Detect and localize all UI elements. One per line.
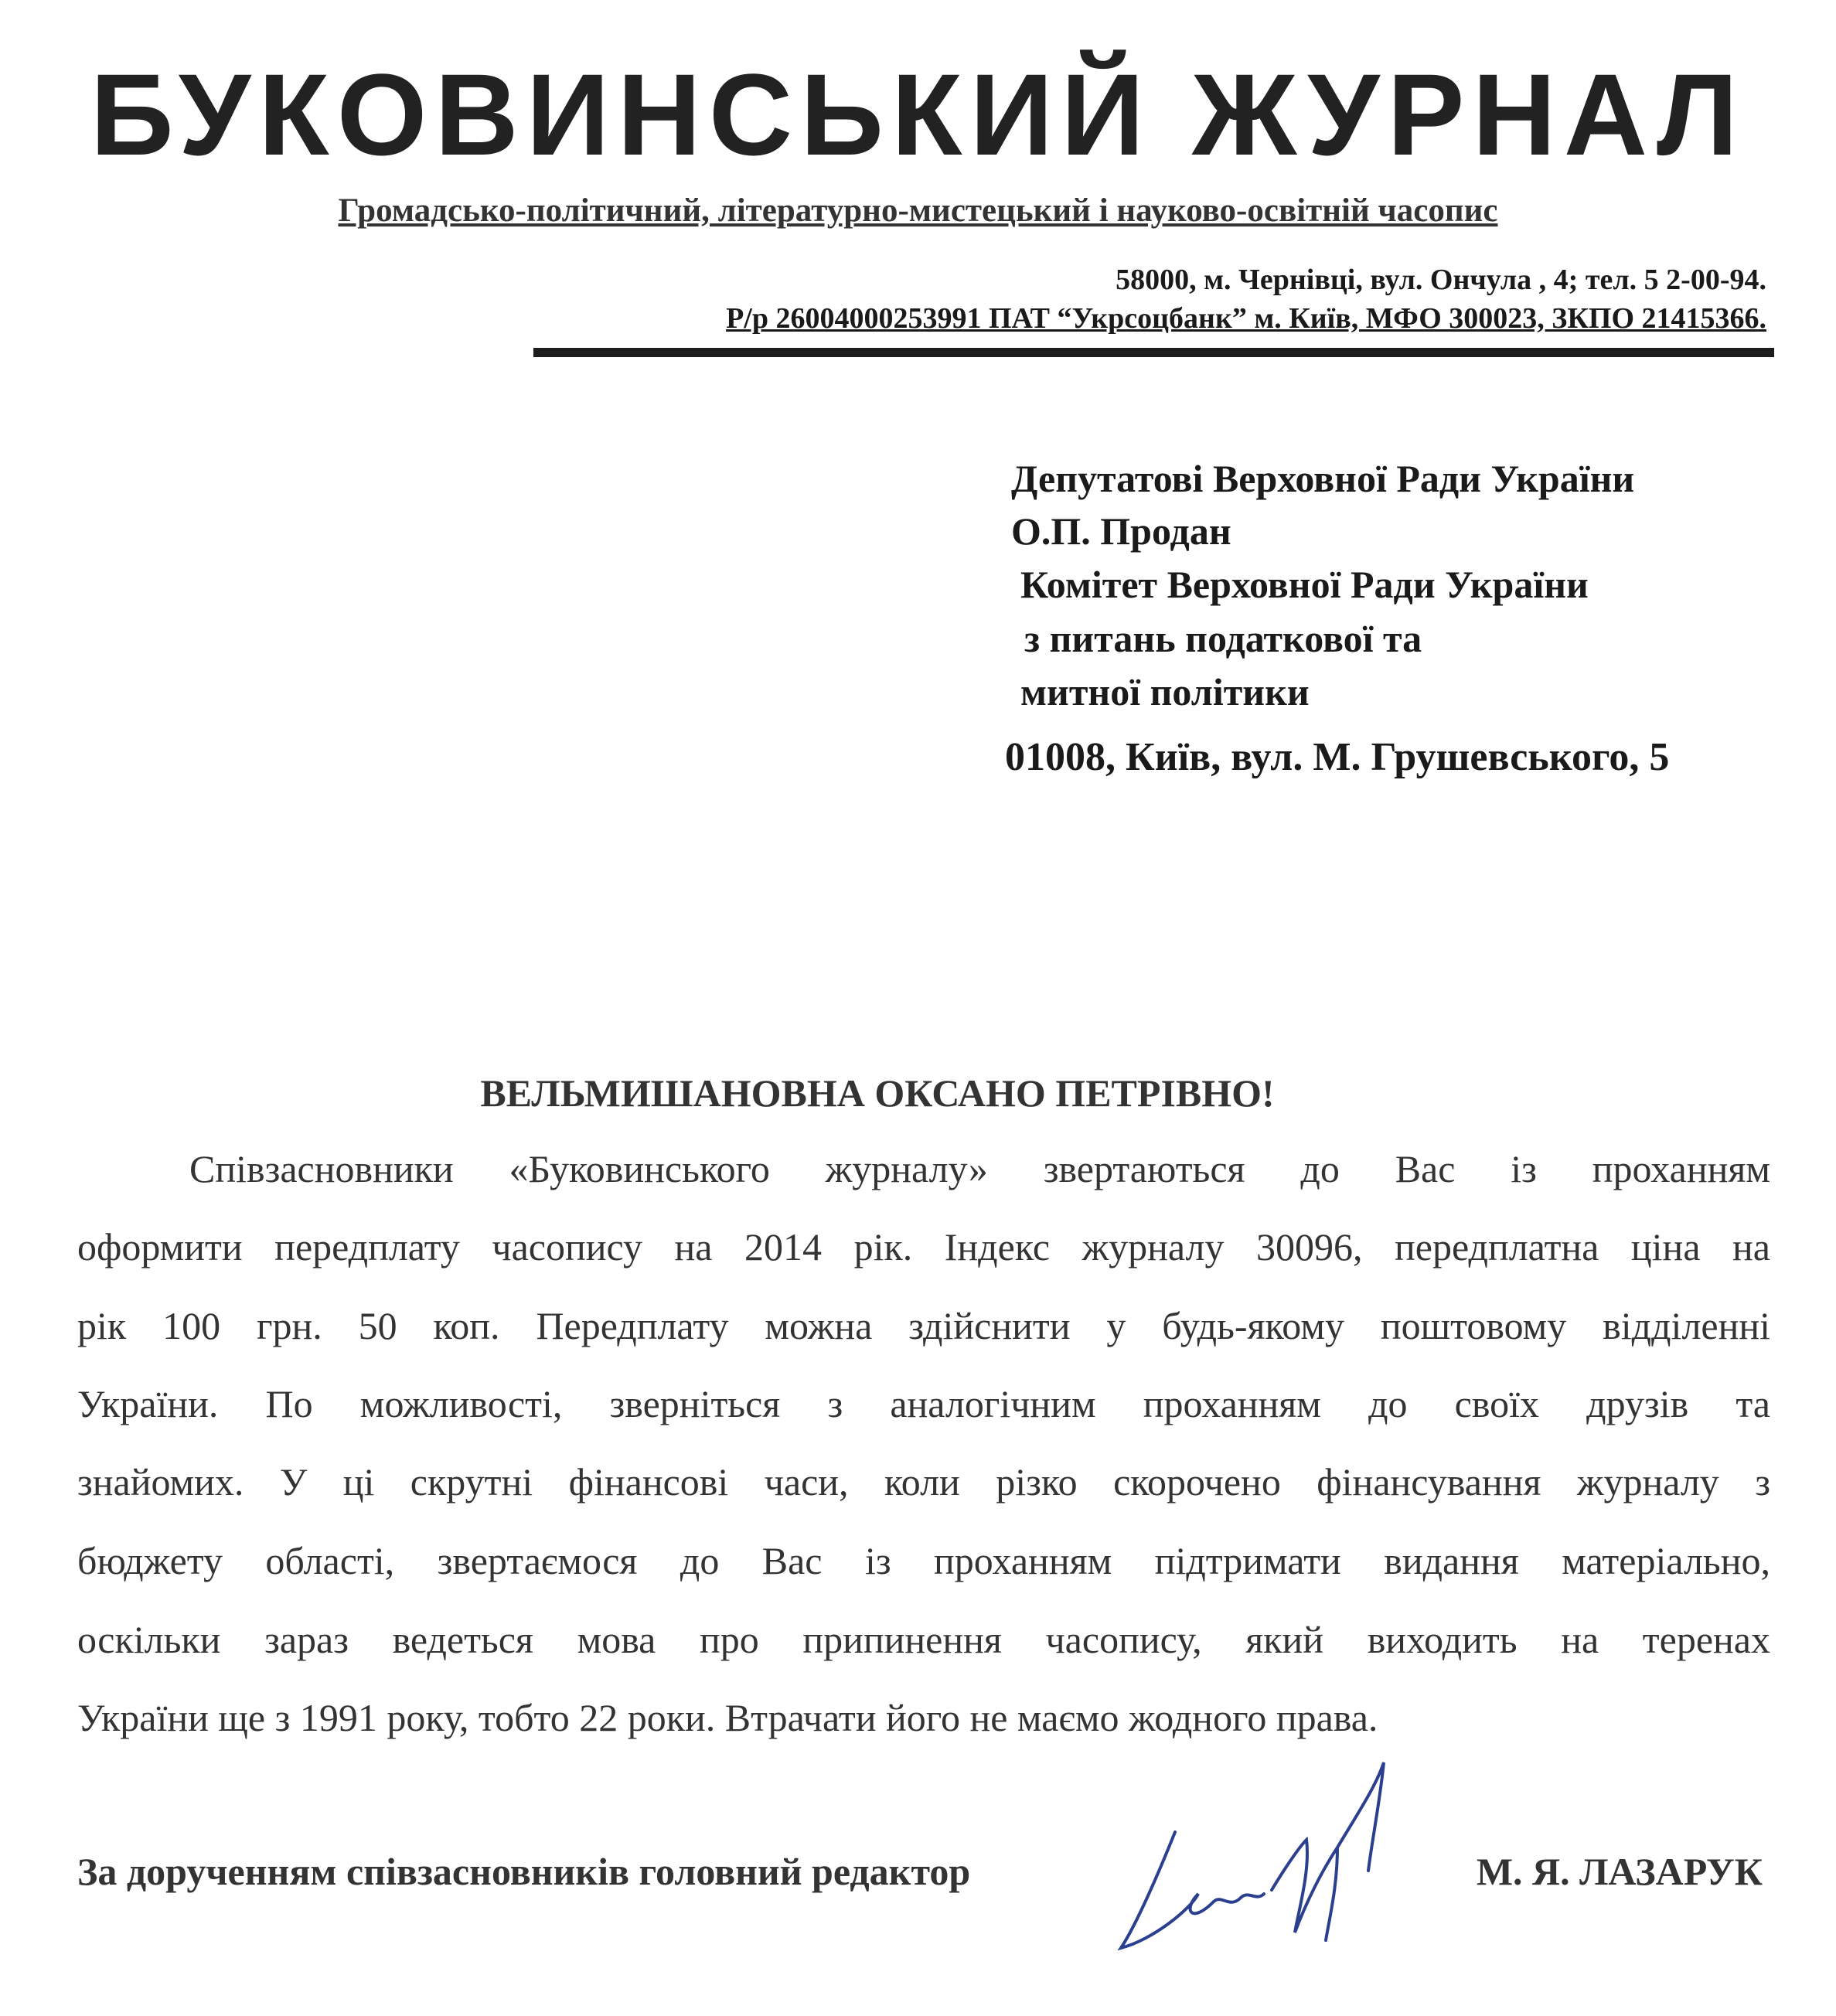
body-line: України. По можливості, зверніться з аналогічним проханням до своїх друзів та: [77, 1382, 1770, 1425]
body-line: Співзасновники «Буковинського журналу» звертаються до Вас із проханням: [189, 1147, 1770, 1190]
signatory-name: М. Я. ЛАЗАРУК: [1476, 1850, 1763, 1893]
body-line: оформити передплату часопису на 2014 рік. Індекс журналу 30096, передплатна ціна на: [77, 1225, 1770, 1269]
body-line: рік 100 грн. 50 коп. Передплату можна здійснити у будь-якому поштовому відділенні: [77, 1304, 1770, 1347]
recipient-line: Депутатові Верховної Ради України: [1011, 457, 1635, 500]
journal-subtitle: Громадсько-політичний, літературно-мистецький і науково-освітній часопис: [338, 192, 1498, 229]
journal-title: БУКОВИНСЬКИЙ ЖУРНАЛ: [90, 49, 1746, 179]
header-divider: [533, 348, 1774, 357]
body-line: оскільки зараз ведеться мова про припинення часопису, який виходить на теренах: [77, 1618, 1770, 1661]
body-line: бюджету області, звертаємося до Вас із проханням підтримати видання матеріально,: [77, 1539, 1770, 1582]
recipient-line: з питань податкової та: [1024, 617, 1422, 660]
recipient-line: О.П. Продан: [1011, 509, 1231, 553]
recipient-line: митної політики: [1020, 670, 1310, 713]
signatory-role: За дорученням співзасновників головний редактор: [77, 1850, 971, 1893]
recipient-line: Комітет Верховної Ради України: [1020, 563, 1589, 606]
bank-details: Р/р 26004000253991 ПАТ “Укрсоцбанк” м. Київ, МФО 300023, ЗКПО 21415366.: [726, 302, 1766, 335]
postal-address: 58000, м. Чернівці, вул. Ончула , 4; тел. 5 2-00-94.: [1116, 264, 1766, 296]
body-line: знайомих. У ці скрутні фінансові часи, коли різко скорочено фінансування журналу з: [77, 1460, 1770, 1503]
recipient-address: 01008, Київ, вул. М. Грушевського, 5: [1005, 735, 1670, 779]
body-line: України ще з 1991 року, тобто 22 роки. Втрачати його не маємо жодного права.: [77, 1696, 1378, 1739]
greeting: ВЕЛЬМИШАНОВНА ОКСАНО ПЕТРІВНО!: [480, 1071, 1275, 1115]
handwritten-signature: [1105, 1755, 1415, 1956]
